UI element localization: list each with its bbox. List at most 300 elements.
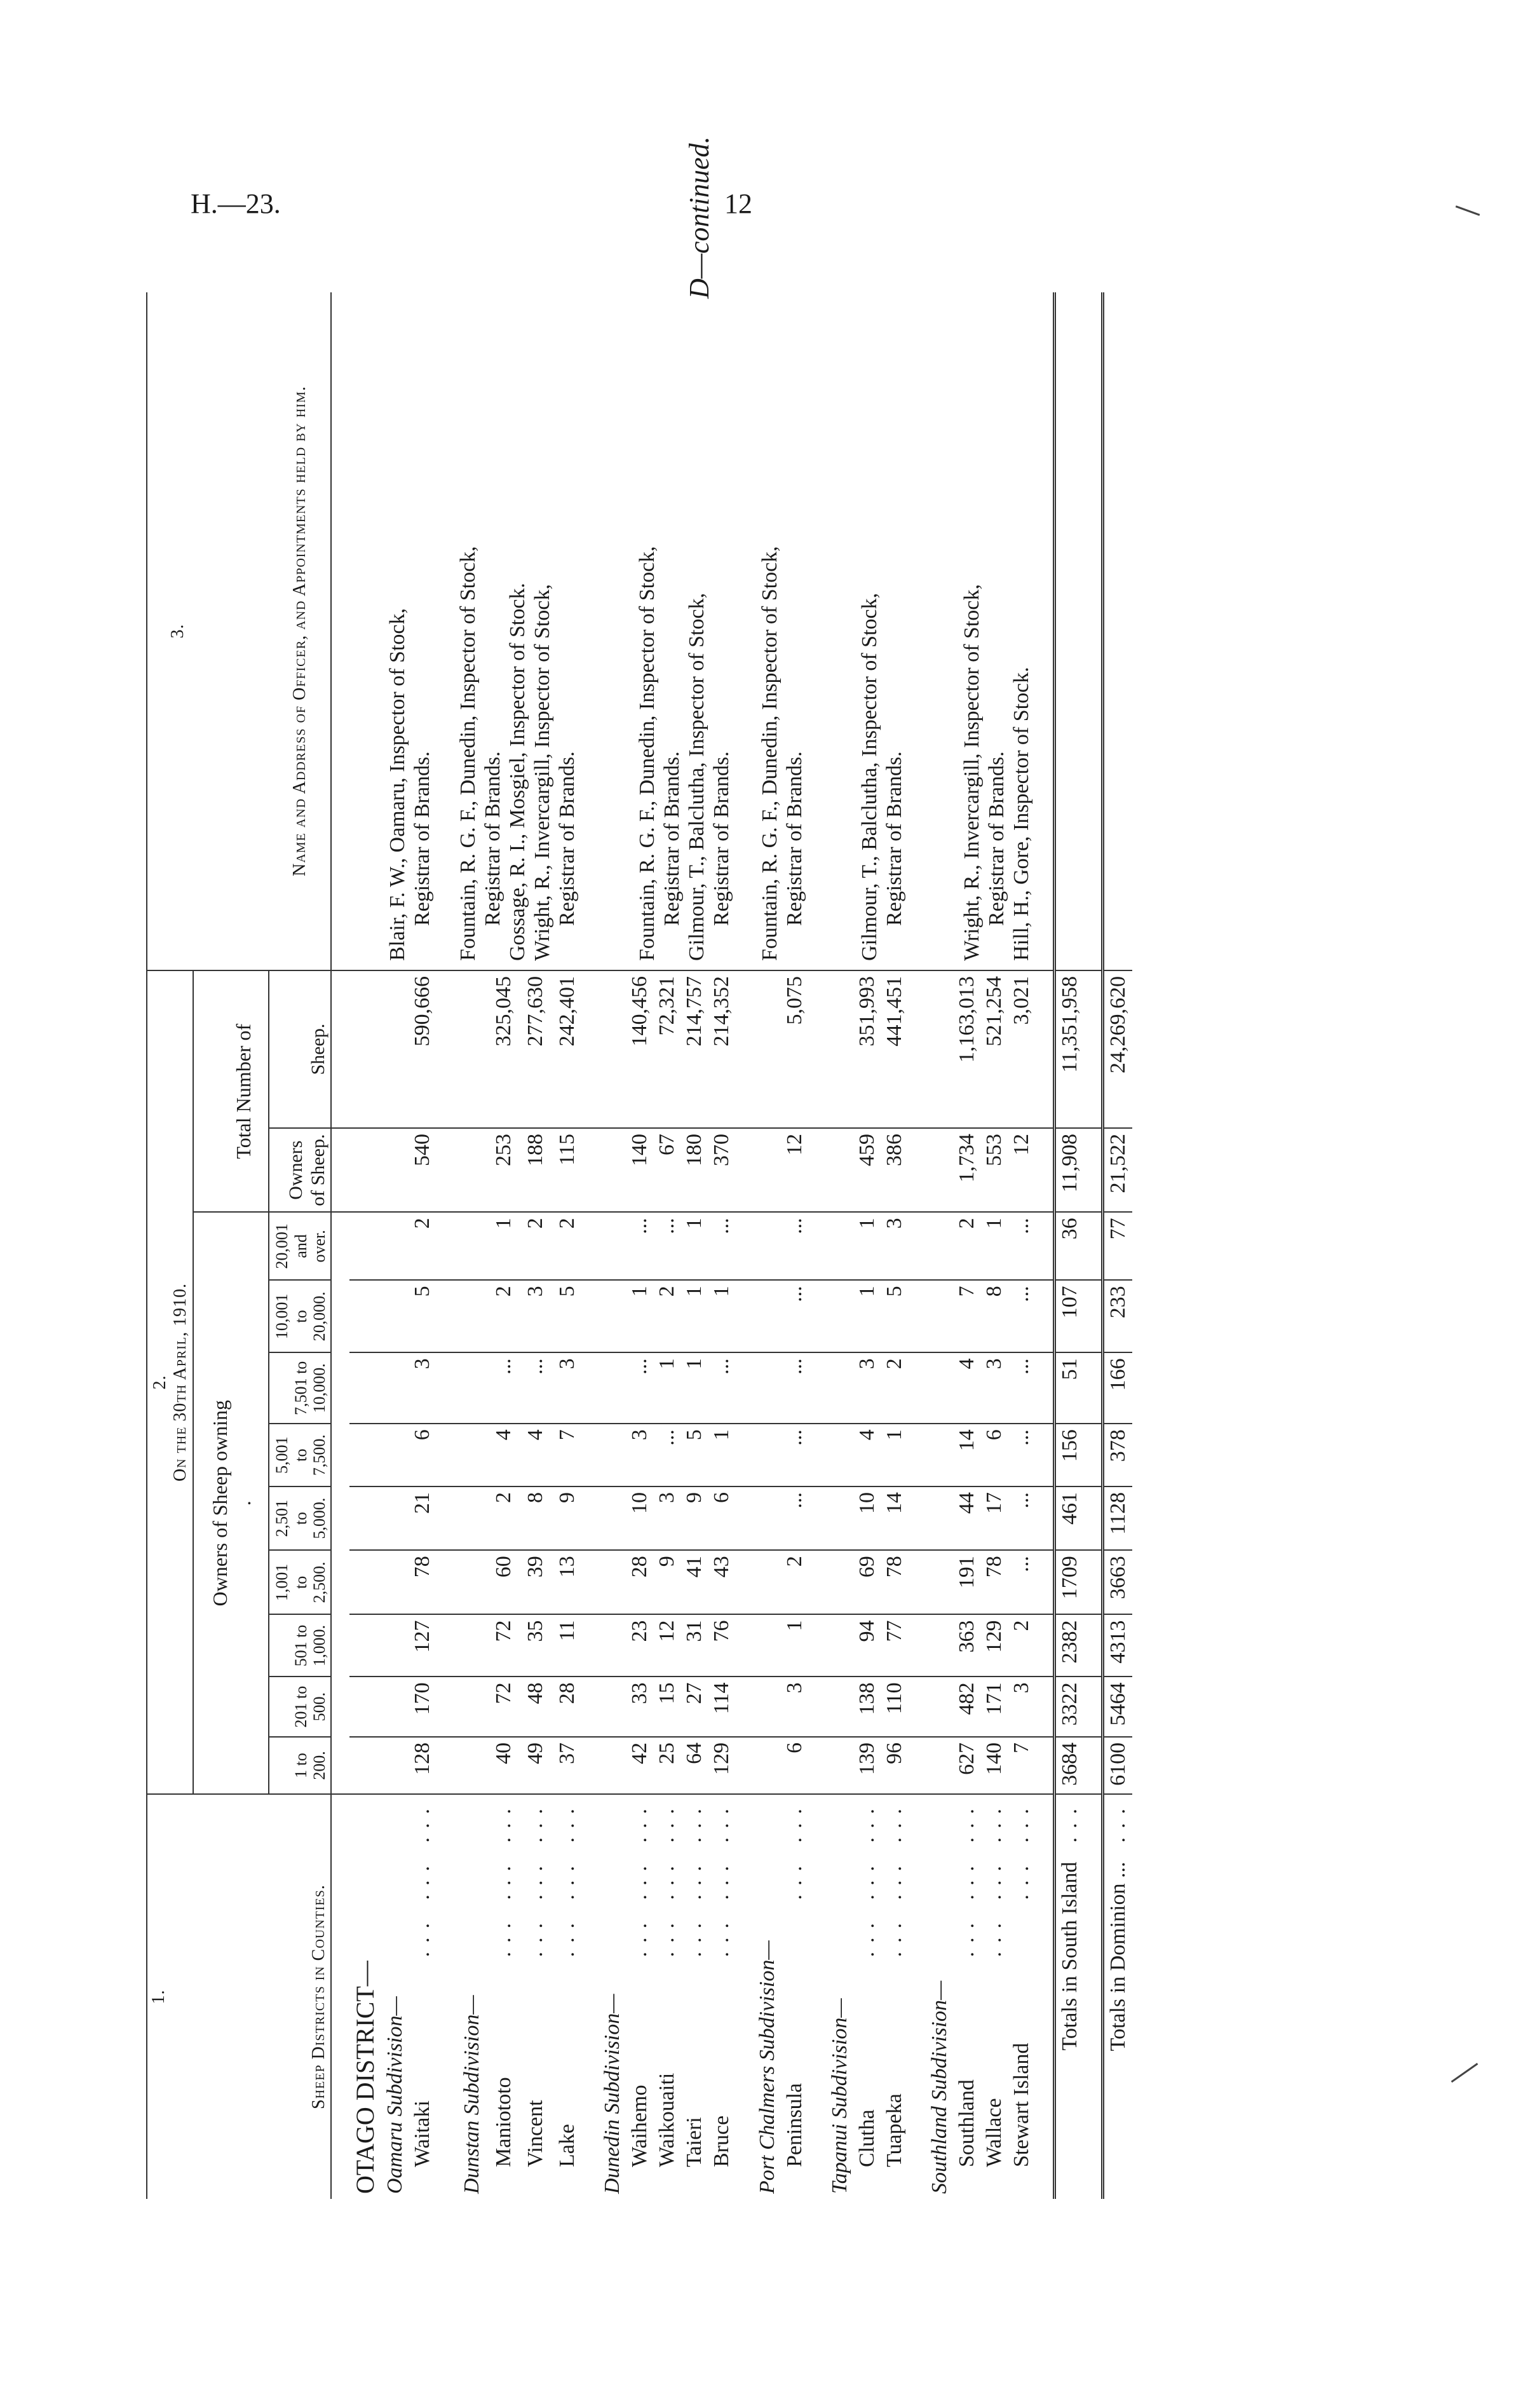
band-value: 4 — [485, 1424, 517, 1486]
officer-line: Fountain, R. G. F., Dunedin, Inspector of Stock, — [635, 546, 660, 961]
band-value: 28 — [549, 1677, 581, 1737]
leader-dots: ... ... ... — [524, 1800, 548, 1957]
band-value: 4 — [517, 1424, 549, 1486]
band-value: 627 — [953, 1737, 980, 1794]
band-value: ... — [1008, 1280, 1035, 1352]
band-value: 23 — [626, 1614, 653, 1677]
band-value: ... — [781, 1486, 808, 1550]
totals-band-value: 3663 — [1103, 1550, 1132, 1614]
sheep-total: 351,993 — [855, 976, 879, 1047]
leader-dots: ... ... ... — [855, 1800, 879, 1957]
subdivision-name: Southland Subdivision— — [926, 1794, 953, 2199]
officer-line: Registrar of Brands. — [660, 751, 684, 926]
band-value: 191 — [953, 1550, 980, 1614]
band-value: 9 — [653, 1550, 680, 1614]
band-value: 1 — [680, 1212, 708, 1280]
band-value: 15 — [653, 1677, 680, 1737]
band-value: 5 — [409, 1280, 436, 1352]
subdivision-name: Dunstan Subdivision— — [454, 1794, 486, 2199]
leader-dots: ... ... ... — [555, 1800, 579, 1957]
band-value: 129 — [980, 1614, 1008, 1677]
subdivision-name: Oamaru Subdivision— — [381, 1794, 409, 2199]
band-value: 3 — [1008, 1677, 1035, 1737]
officer-line: Fountain, R. G. F., Dunedin, Inspector of Stock, — [757, 546, 782, 961]
band-value: 6 — [708, 1486, 735, 1550]
band-value: 10 — [853, 1486, 881, 1550]
col1-title: Sheep Districts in Counties. — [309, 1884, 329, 2109]
leader-dots: ... ... ... — [682, 1800, 707, 1957]
band-value: 94 — [853, 1614, 881, 1677]
totals-band-value: 461 — [1055, 1486, 1084, 1550]
county-name: Bruce — [710, 2115, 734, 2167]
county-name: Tuapeka — [882, 2093, 906, 2167]
band-value: 60 — [485, 1550, 517, 1614]
district-name: OTAGO DISTRICT— — [349, 1794, 381, 2199]
band-value: 5 — [549, 1280, 581, 1352]
band-value: 35 — [517, 1614, 549, 1677]
officer-line: Registrar of Brands. — [555, 751, 579, 926]
subdivision-heading-row — [599, 292, 626, 2199]
band-value: 110 — [881, 1677, 908, 1737]
band-value: 11 — [549, 1614, 581, 1677]
sheep-total: 325,045 — [492, 976, 516, 1047]
leader-dots: ... — [1058, 1800, 1082, 1843]
band-value: 5 — [881, 1280, 908, 1352]
band-value: 28 — [626, 1550, 653, 1614]
officer-cell — [754, 292, 808, 970]
band-value: 3 — [881, 1212, 908, 1280]
county-cell — [680, 1794, 708, 2199]
band-value: 2 — [781, 1550, 808, 1614]
owners-total: 188 — [517, 1128, 549, 1212]
leader-dots: ... ... ... — [655, 1800, 679, 1957]
band-value: 3 — [853, 1352, 881, 1424]
band-value: 2 — [409, 1212, 436, 1280]
band-value: 1 — [653, 1352, 680, 1424]
county-name: Lake — [555, 2124, 579, 2167]
totals-owners: 21,522 — [1103, 1128, 1132, 1212]
officer-line: Registrar of Brands. — [410, 751, 435, 926]
county-cell — [853, 1794, 881, 2199]
band-value: 42 — [626, 1737, 653, 1794]
officer-line: Gossage, R. I., Mosgiel, Inspector of Stock. — [505, 583, 529, 961]
officer-cell — [381, 292, 436, 970]
band-value: 1 — [881, 1424, 908, 1486]
totals-band-value: 36 — [1055, 1212, 1084, 1280]
band-value: 14 — [953, 1424, 980, 1486]
continued-heading: D—continued. — [684, 136, 715, 299]
band-value: 1 — [680, 1280, 708, 1352]
county-cell — [881, 1794, 908, 2199]
spacer-row — [1083, 292, 1103, 2199]
band-value: ... — [485, 1352, 517, 1424]
band-value: 3 — [781, 1677, 808, 1737]
band-header: 7,501 to 10,000. — [269, 1352, 332, 1424]
county-cell — [708, 1794, 735, 2199]
county-cell — [409, 1794, 436, 2199]
band-header: 1 to 200. — [269, 1737, 332, 1794]
officer-cell — [926, 292, 1035, 970]
band-value: 3 — [653, 1486, 680, 1550]
band-value: ... — [1008, 1352, 1035, 1424]
band-value: 7 — [1008, 1737, 1035, 1794]
county-name: Waitaki — [410, 2100, 435, 2167]
officer-cell — [454, 292, 581, 970]
band-value: 78 — [409, 1550, 436, 1614]
band-value: ... — [781, 1212, 808, 1280]
band-value: 2 — [549, 1212, 581, 1280]
totals-band-value: 51 — [1055, 1352, 1084, 1424]
county-cell — [653, 1794, 680, 2199]
margin-mark — [1451, 2063, 1479, 2083]
totals-row — [1103, 292, 1132, 2199]
band-value: 6 — [980, 1424, 1008, 1486]
band-value: 1 — [680, 1352, 708, 1424]
band-value: 9 — [680, 1486, 708, 1550]
owners-total: 386 — [881, 1128, 908, 1212]
band-value: 138 — [853, 1677, 881, 1737]
leader-dots: ... ... — [782, 1800, 806, 1900]
totals-band-value: 1128 — [1103, 1486, 1132, 1550]
band-value: 27 — [680, 1677, 708, 1737]
totals-band-value: 378 — [1103, 1424, 1132, 1486]
owners-total: 370 — [708, 1128, 735, 1212]
band-value: 6 — [409, 1424, 436, 1486]
band-value: 3 — [626, 1424, 653, 1486]
band-value: 1 — [485, 1212, 517, 1280]
band-value: 171 — [980, 1677, 1008, 1737]
spacer-row — [808, 292, 826, 2199]
band-value: 10 — [626, 1486, 653, 1550]
col2-title: On the 30th April, 1910. — [170, 1282, 191, 1482]
band-value: 3 — [980, 1352, 1008, 1424]
county-name: Southland — [955, 2079, 979, 2167]
county-cell — [781, 1794, 808, 2199]
totals-band-value: 2382 — [1055, 1614, 1084, 1677]
sheep-owners-table — [146, 292, 1239, 2199]
sheep-total: 214,757 — [682, 976, 707, 1047]
totals-owners: 11,908 — [1055, 1128, 1084, 1212]
officer-line: Registrar of Brands. — [882, 751, 906, 926]
spacer-row — [908, 292, 926, 2199]
band-value: 114 — [708, 1677, 735, 1737]
officer-line: Registrar of Brands. — [710, 751, 734, 926]
totals-band-value: 166 — [1103, 1352, 1132, 1424]
owners-total: 115 — [549, 1128, 581, 1212]
band-value: 2 — [485, 1280, 517, 1352]
officer-line: Fountain, R. G. F., Dunedin, Inspector of Stock, — [456, 546, 480, 961]
sheep-total: 214,352 — [710, 976, 734, 1047]
band-header: 501 to 1,000. — [269, 1614, 332, 1677]
totals-label: Totals in South Island — [1058, 1861, 1082, 2051]
sheep-total: 590,666 — [410, 976, 435, 1047]
band-value: 139 — [853, 1737, 881, 1794]
subdivision-heading-row — [454, 292, 486, 2199]
band-value: ... — [653, 1424, 680, 1486]
subdivision-name: Port Chalmers Subdivision— — [754, 1794, 781, 2199]
band-value: 13 — [549, 1550, 581, 1614]
leader-dots: ... ... ... — [410, 1800, 435, 1957]
owners-total: 140 — [626, 1128, 653, 1212]
sheep-total: 1,163,013 — [955, 976, 979, 1063]
band-value: 17 — [980, 1486, 1008, 1550]
totals-band-value: 156 — [1055, 1424, 1084, 1486]
band-value: 1 — [853, 1280, 881, 1352]
col2-number: 2. — [150, 1375, 170, 1390]
band-value: 69 — [853, 1550, 881, 1614]
band-value: ... — [781, 1352, 808, 1424]
officer-line: Wright, R., Invercargill, Inspector of Stock, — [530, 584, 554, 961]
officer-cell — [826, 292, 908, 970]
col1-number: 1. — [149, 1989, 168, 2004]
band-value: 72 — [485, 1614, 517, 1677]
band-value: 129 — [708, 1737, 735, 1794]
data-table — [146, 292, 1132, 2199]
subdivision-heading-row — [826, 292, 853, 2199]
totals-sheep: 24,269,620 — [1103, 970, 1132, 1128]
county-name: Wallace — [982, 2098, 1006, 2167]
county-name: Clutha — [855, 2109, 879, 2167]
band-value: 8 — [517, 1486, 549, 1550]
band-value: 3 — [409, 1352, 436, 1424]
band-header: 5,001 to 7,500. — [269, 1424, 332, 1486]
document-code: H.—23. — [191, 188, 281, 219]
band-value: 78 — [980, 1550, 1008, 1614]
leader-dots: ... ... — [1010, 1800, 1034, 1900]
band-value: 2 — [653, 1280, 680, 1352]
total-group-header: Total Number of — [193, 970, 269, 1212]
band-value: 4 — [853, 1424, 881, 1486]
band-value: 7 — [549, 1424, 581, 1486]
leader-dots: ... ... ... — [882, 1800, 906, 1957]
band-value: 33 — [626, 1677, 653, 1737]
band-header: 1,001 to 2,500. — [269, 1550, 332, 1614]
band-value: ... — [708, 1352, 735, 1424]
band-value: 48 — [517, 1677, 549, 1737]
totals-band-value: 77 — [1103, 1212, 1132, 1280]
band-value: 41 — [680, 1550, 708, 1614]
totals-sheep: 11,351,958 — [1055, 970, 1084, 1128]
band-header: 201 to 500. — [269, 1677, 332, 1737]
sheep-total: 5,075 — [782, 976, 806, 1025]
band-value: 4 — [953, 1352, 980, 1424]
county-name: Maniototo — [492, 2077, 516, 2167]
margin-mark — [1456, 205, 1480, 215]
band-value: 8 — [980, 1280, 1008, 1352]
county-name: Stewart Island — [1010, 2043, 1034, 2167]
band-value: 1 — [626, 1280, 653, 1352]
owners-total: 253 — [485, 1128, 517, 1212]
totals-band-value: 3322 — [1055, 1677, 1084, 1737]
spacer-row — [1035, 292, 1055, 2199]
county-cell — [549, 1794, 581, 2199]
band-value: 1 — [781, 1614, 808, 1677]
leader-dots: ... ... ... — [628, 1800, 652, 1957]
county-cell — [953, 1794, 980, 2199]
officer-line: Gilmour, T., Balclutha, Inspector of Stock, — [857, 592, 881, 961]
totals-label: Totals in Dominion ... — [1106, 1861, 1130, 2051]
band-value: 1 — [980, 1212, 1008, 1280]
county-cell — [1008, 1794, 1035, 2199]
band-value: ... — [781, 1280, 808, 1352]
spacer-row — [581, 292, 599, 2199]
spacer-row — [736, 292, 754, 2199]
band-value: 39 — [517, 1550, 549, 1614]
band-value: 3 — [549, 1352, 581, 1424]
totals-band-value: 1709 — [1055, 1550, 1084, 1614]
owners-total: 459 — [853, 1128, 881, 1212]
officer-line: Registrar of Brands. — [782, 751, 806, 926]
band-value: 77 — [881, 1614, 908, 1677]
officer-line: Blair, F. W., Oamaru, Inspector of Stock, — [386, 608, 410, 961]
band-value: 2 — [1008, 1614, 1035, 1677]
band-value: 76 — [708, 1614, 735, 1677]
totals-cell — [1055, 1794, 1084, 2199]
sheep-header: Sheep. — [307, 1023, 328, 1075]
band-header: 2,501 to 5,000. — [269, 1486, 332, 1550]
leader-dots: ... ... ... — [982, 1800, 1006, 1957]
band-value: ... — [781, 1424, 808, 1486]
band-value: 96 — [881, 1737, 908, 1794]
county-name: Waikouaiti — [655, 2072, 679, 2167]
band-value: ... — [1008, 1212, 1035, 1280]
col2-header — [147, 970, 193, 1794]
county-name: Taieri — [682, 2117, 707, 2167]
totals-band-value: 3684 — [1055, 1737, 1084, 1794]
officer-line: Registrar of Brands. — [480, 751, 504, 926]
col3-title: Name and Address of Officer, and Appointments held by him. — [290, 386, 310, 876]
band-value: ... — [708, 1212, 735, 1280]
band-value: 140 — [980, 1737, 1008, 1794]
sheep-total: 277,630 — [524, 976, 548, 1047]
band-value: ... — [1008, 1550, 1035, 1614]
subdivision-heading-row — [754, 292, 781, 2199]
officer-line: Wright, R., Invercargill, Inspector of Stock, — [960, 584, 984, 961]
band-value: 72 — [485, 1677, 517, 1737]
band-value: 44 — [953, 1486, 980, 1550]
owners-total: 180 — [680, 1128, 708, 1212]
page-number: 12 — [724, 188, 752, 219]
sheep-total: 521,254 — [982, 976, 1006, 1047]
band-header: 10,001 to 20,000. — [269, 1280, 332, 1352]
officer-line: Hill, H., Gore, Inspector of Stock. — [1010, 667, 1034, 961]
band-value: ... — [517, 1352, 549, 1424]
band-value: 3 — [517, 1280, 549, 1352]
officer-line: Registrar of Brands. — [985, 751, 1009, 926]
totals-band-value: 107 — [1055, 1280, 1084, 1352]
officer-line: Gilmour, T., Balclutha, Inspector of Stock, — [685, 592, 709, 961]
owners-total: 67 — [653, 1128, 680, 1212]
owners-total: 540 — [409, 1128, 436, 1212]
county-cell — [517, 1794, 549, 2199]
band-value: 25 — [653, 1737, 680, 1794]
leader-dots: ... ... ... — [955, 1800, 979, 1957]
col3-header — [147, 292, 331, 970]
band-header: 20,001 and over. — [269, 1212, 332, 1280]
band-value: 2 — [517, 1212, 549, 1280]
owners-group-dot: . — [231, 1500, 255, 1506]
county-cell — [626, 1794, 653, 2199]
band-value: 12 — [653, 1614, 680, 1677]
owners-total: 12 — [781, 1128, 808, 1212]
band-value: 6 — [781, 1737, 808, 1794]
band-value: 2 — [881, 1352, 908, 1424]
owners-group-header — [193, 1212, 269, 1794]
col3-number: 3. — [168, 623, 187, 639]
owners-total: 1,734 — [953, 1128, 980, 1212]
band-value: 64 — [680, 1737, 708, 1794]
band-value: 2 — [485, 1486, 517, 1550]
sheep-total: 3,021 — [1010, 976, 1034, 1025]
band-value: 7 — [953, 1280, 980, 1352]
band-value: 5 — [680, 1424, 708, 1486]
band-value: 31 — [680, 1614, 708, 1677]
band-value: 21 — [409, 1486, 436, 1550]
leader-dots: ... ... ... — [492, 1800, 516, 1957]
subdivision-heading-row — [926, 292, 953, 2199]
owners-total: 12 — [1008, 1128, 1035, 1212]
totals-cell — [1103, 1794, 1132, 2199]
owners-total: 553 — [980, 1128, 1008, 1212]
band-value: 37 — [549, 1737, 581, 1794]
col1-header — [147, 1794, 331, 2199]
sheep-total: 72,321 — [655, 976, 679, 1036]
subdivision-name: Dunedin Subdivision— — [599, 1794, 626, 2199]
band-value: 170 — [409, 1677, 436, 1737]
band-value: ... — [653, 1212, 680, 1280]
band-value: 78 — [881, 1550, 908, 1614]
officer-cell — [599, 292, 735, 970]
band-value: 2 — [953, 1212, 980, 1280]
totals-row — [1055, 292, 1084, 2199]
totals-band-value: 4313 — [1103, 1614, 1132, 1677]
totals-band-value: 5464 — [1103, 1677, 1132, 1737]
band-value: 40 — [485, 1737, 517, 1794]
totals-band-value: 6100 — [1103, 1737, 1132, 1794]
band-value: ... — [626, 1212, 653, 1280]
band-value: 43 — [708, 1550, 735, 1614]
band-value: 49 — [517, 1737, 549, 1794]
county-cell — [980, 1794, 1008, 2199]
sheep-total: 441,451 — [882, 976, 906, 1047]
band-value: 9 — [549, 1486, 581, 1550]
leader-dots: ... ... ... — [710, 1800, 734, 1957]
sheep-total: 242,401 — [555, 976, 579, 1047]
county-name: Waihemo — [628, 2085, 652, 2167]
band-value: 1 — [853, 1212, 881, 1280]
subdivision-heading-row — [381, 292, 409, 2199]
band-value: ... — [1008, 1424, 1035, 1486]
band-value: 128 — [409, 1737, 436, 1794]
county-name: Vincent — [524, 2100, 548, 2167]
subdivision-name: Tapanui Subdivision— — [826, 1794, 853, 2199]
table-body — [331, 292, 1132, 2199]
sheep-total: 140,456 — [628, 976, 652, 1047]
band-value: 1 — [708, 1424, 735, 1486]
owners-group-label: Owners of Sheep owning — [208, 1399, 232, 1607]
county-name: Peninsula — [782, 2083, 806, 2167]
band-value: 14 — [881, 1486, 908, 1550]
band-value: 1 — [708, 1280, 735, 1352]
totals-band-value: 233 — [1103, 1280, 1132, 1352]
band-value: 482 — [953, 1677, 980, 1737]
band-value: 363 — [953, 1614, 980, 1677]
county-cell — [485, 1794, 517, 2199]
owners-of-sheep-header: Owners of Sheep. — [269, 1128, 332, 1212]
leader-dots: ... — [1106, 1800, 1130, 1843]
band-value: ... — [626, 1352, 653, 1424]
spacer-row — [437, 292, 454, 2199]
